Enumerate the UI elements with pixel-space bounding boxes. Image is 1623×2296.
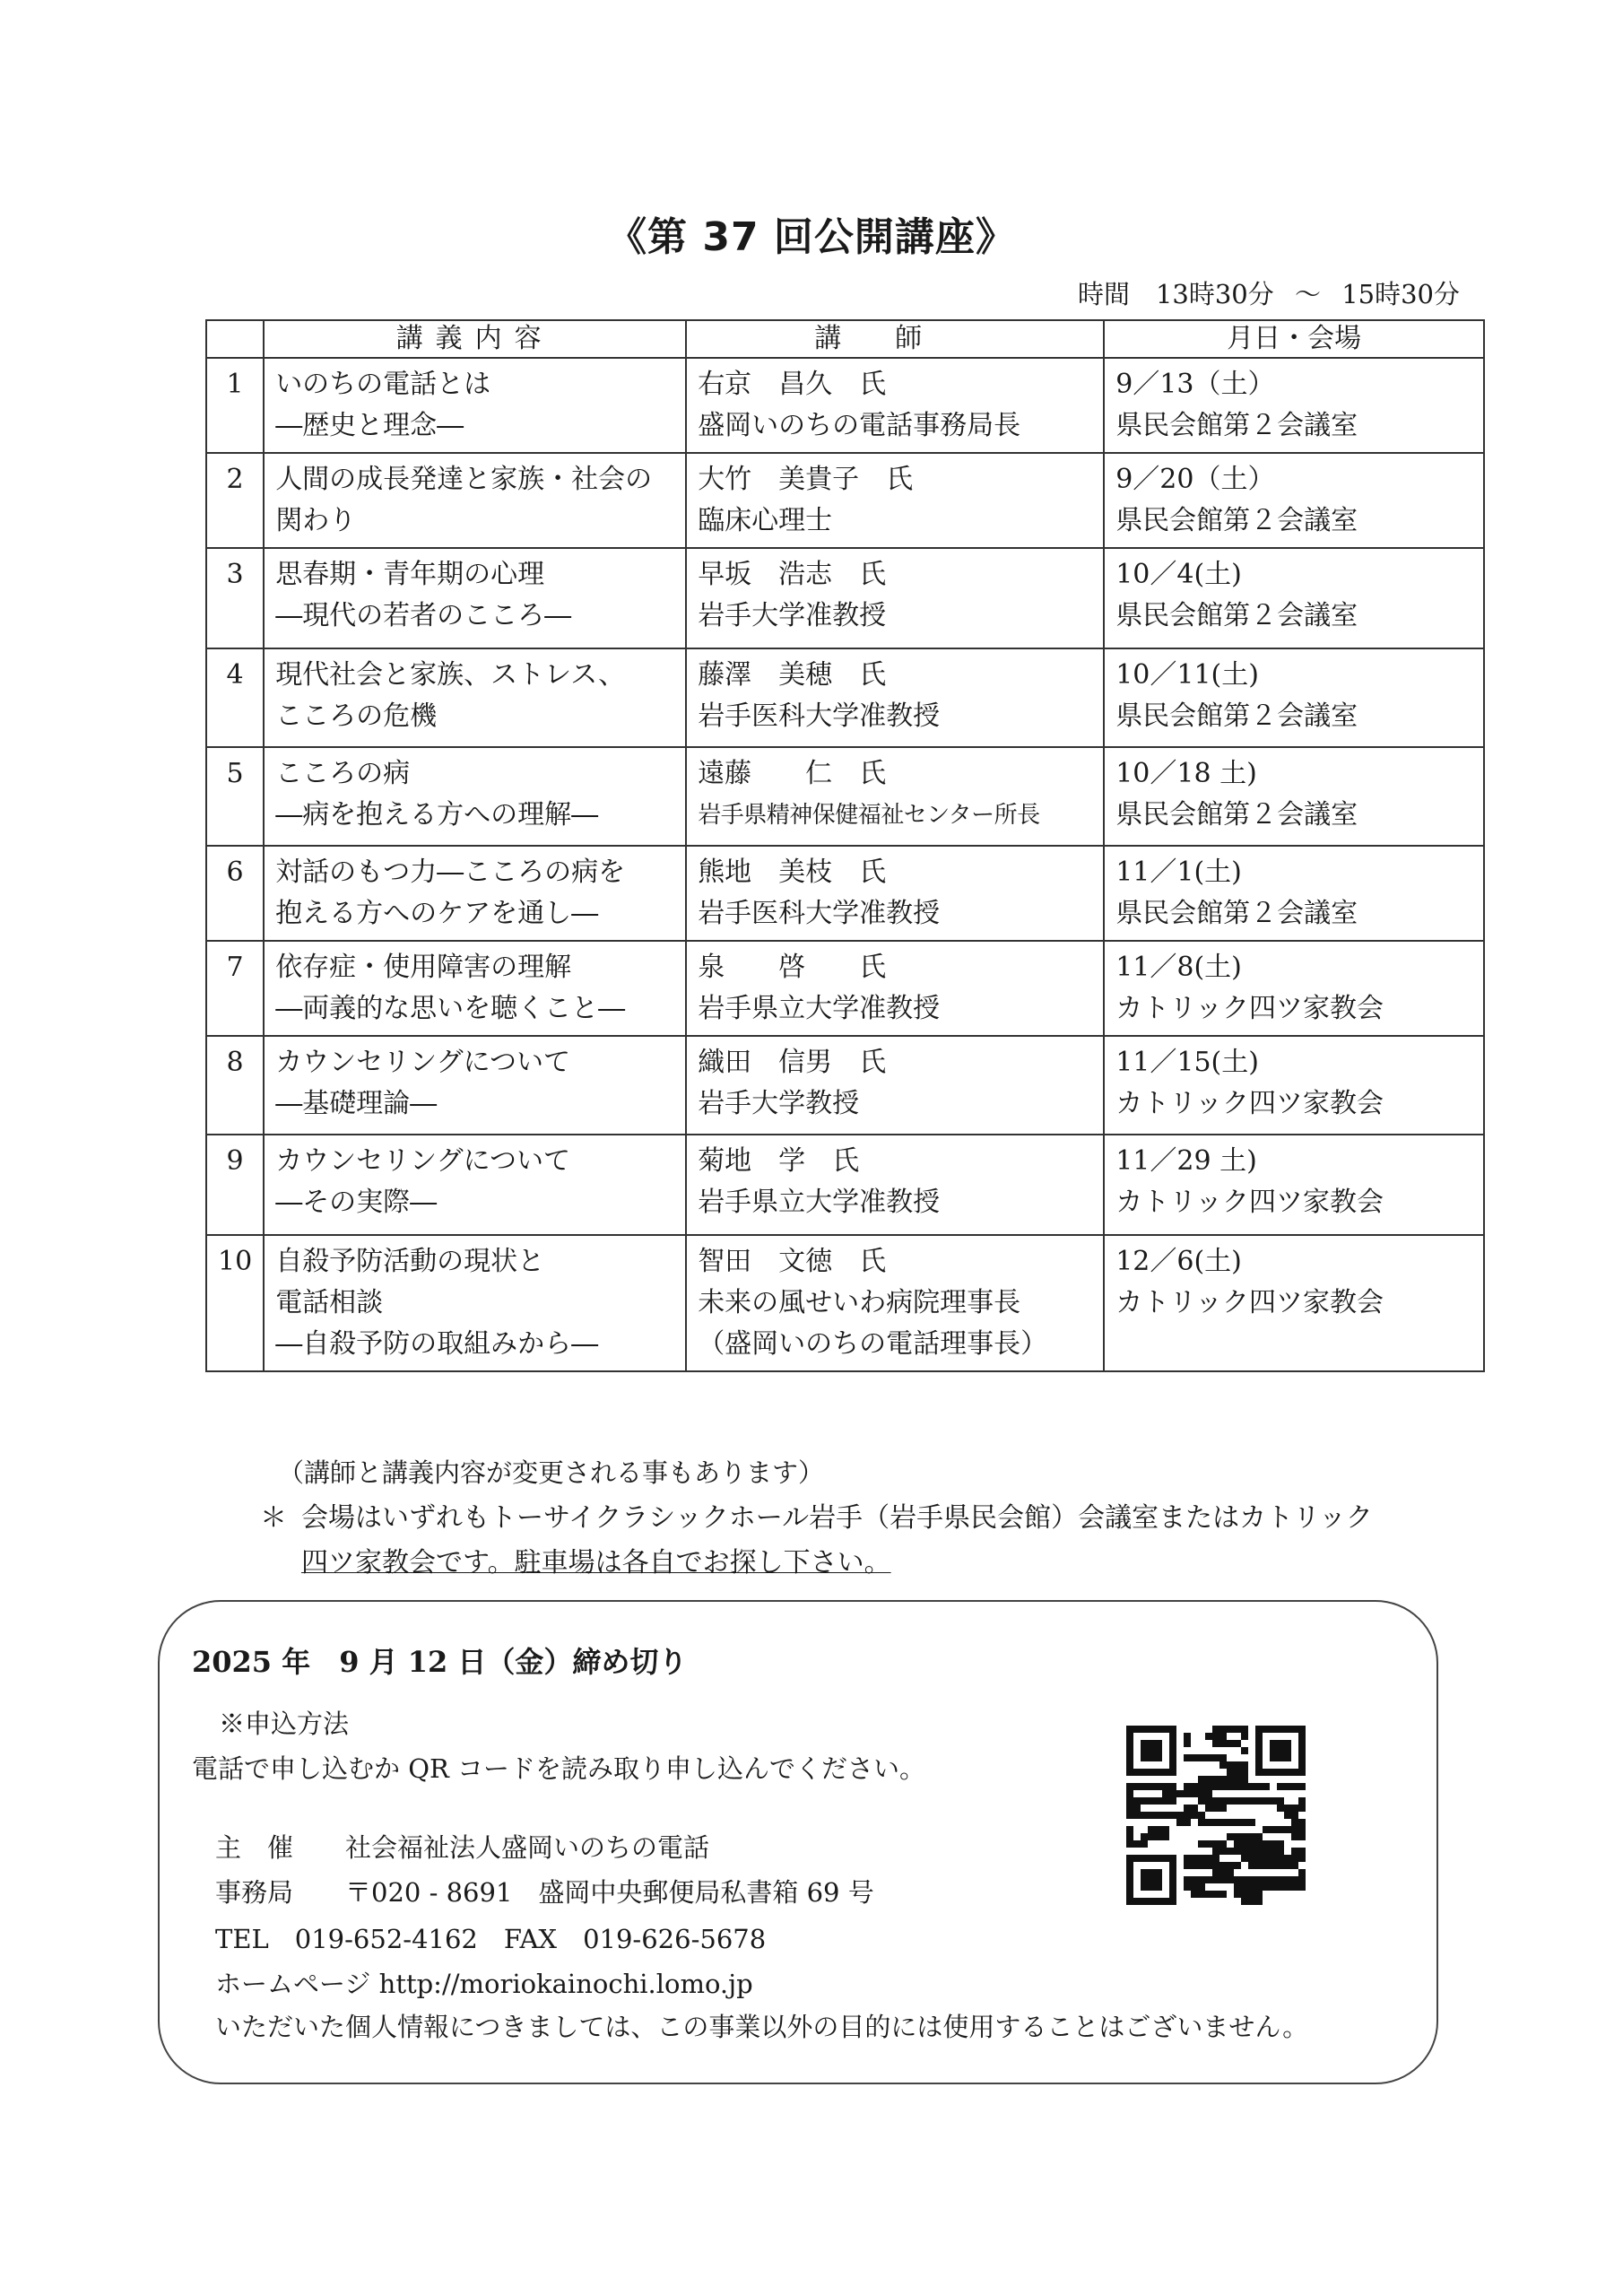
table-row [206, 1036, 1484, 1135]
lecturer-name: 大竹 美貴子 氏 [698, 464, 914, 495]
lecturer-name: 藤澤 美穂 氏 [698, 659, 887, 691]
organizer-office: 事務局 〒020 - 8691 盛岡中央郵便局私書箱 69 号 [215, 1877, 874, 1908]
lecture-content-line: ―現代の若者のこころ― [275, 600, 572, 631]
lecture-content [264, 1036, 686, 1135]
organizer-host: 主 催 社会福祉法人盛岡いのちの電話 [215, 1832, 710, 1863]
lecturer-cell [686, 548, 1104, 648]
lecturer-cell [686, 648, 1104, 747]
lecture-content-line: 人間の成長発達と家族・社会の [275, 464, 653, 495]
lecture-content-line: 抱える方へのケアを通し― [275, 898, 599, 929]
lecture-content-line: カウンセリングについて [275, 1145, 570, 1177]
lecturer-cell [686, 1036, 1104, 1135]
lecture-content-line: 依存症・使用障害の理解 [275, 952, 572, 983]
venue-note [260, 1496, 1515, 1586]
lecture-date: 10／18 土) [1115, 758, 1257, 789]
lecture-venue: カトリック四ツ家教会 [1115, 1287, 1384, 1318]
lecturer-cell [686, 941, 1104, 1036]
organizer-homepage[interactable]: ホームページ http://moriokainochi.lomo.jp [215, 1969, 753, 1999]
venue-note-line2: 四ツ家教会です。駐車場は各自でお探し下さい。 [301, 1547, 891, 1578]
lecture-number: 2 [206, 453, 264, 548]
venue-note-line1: 会場はいずれもトーサイクラシックホール岩手（岩手県民会館）会議室またはカトリック [301, 1502, 1373, 1534]
header-date-venue: 月日・会場 [1104, 320, 1484, 358]
lecture-schedule-table [205, 319, 1485, 1372]
lecture-date: 11／29 土) [1115, 1145, 1257, 1177]
lecture-content [264, 846, 686, 941]
date-venue-cell [1104, 358, 1484, 453]
lecturer-cell [686, 453, 1104, 548]
lecture-venue: 県民会館第２会議室 [1115, 898, 1358, 929]
lecture-date: 12／6(土) [1115, 1246, 1242, 1277]
lecture-content-line: ―自殺予防の取組みから― [275, 1328, 599, 1360]
lecturer-cell [686, 1135, 1104, 1235]
lecturer-cell [686, 1235, 1104, 1371]
table-row [206, 941, 1484, 1036]
lecture-date: 11／15(土) [1115, 1047, 1259, 1078]
lecture-content [264, 1135, 686, 1235]
lecture-number: 6 [206, 846, 264, 941]
lecturer-name: 織田 信男 氏 [698, 1047, 887, 1078]
header-lecturer: 講師 [686, 320, 1104, 358]
date-venue-cell [1104, 548, 1484, 648]
lecture-number: 5 [206, 747, 264, 846]
lecture-venue: 県民会館第２会議室 [1115, 410, 1358, 441]
table-row [206, 648, 1484, 747]
lecturer-affiliation: 臨床心理士 [698, 505, 833, 536]
lecturer-affiliation: 盛岡いのちの電話事務局長 [698, 410, 1021, 441]
date-venue-cell [1104, 747, 1484, 846]
lecturer-affiliation: 岩手県立大学准教授 [698, 1187, 941, 1218]
lecture-content-line: 関わり [275, 505, 357, 536]
date-venue-cell [1104, 648, 1484, 747]
lecturer-cell [686, 747, 1104, 846]
asterisk-mark: ＊ [260, 1502, 287, 1534]
table-row [206, 548, 1484, 648]
table-header-row [206, 320, 1484, 358]
lecture-content [264, 941, 686, 1036]
lecture-content-line: ―歴史と理念― [275, 410, 464, 441]
table-row [206, 453, 1484, 548]
lecture-venue: 県民会館第２会議室 [1115, 799, 1358, 831]
lecture-content-line: いのちの電話とは [275, 369, 491, 400]
apply-method-title: ※申込方法 [219, 1709, 350, 1739]
lecture-number: 9 [206, 1135, 264, 1235]
lecture-venue: カトリック四ツ家教会 [1115, 1088, 1384, 1119]
qr-code-icon[interactable] [1126, 1726, 1306, 1905]
lecturer-name: 右京 昌久 氏 [698, 369, 887, 400]
table-row [206, 1135, 1484, 1235]
lecture-date: 9／13（土） [1115, 369, 1275, 400]
lecturer-name: 泉 啓 氏 [698, 952, 887, 983]
lecturer-affiliation: 岩手医科大学准教授 [698, 700, 941, 732]
lecture-content-line: 電話相談 [275, 1287, 384, 1318]
lecture-content-line: ―両義的な思いを聴くこと― [275, 993, 626, 1024]
lecture-number: 3 [206, 548, 264, 648]
time-info: 時間 13時30分 ～ 15時30分 [1077, 279, 1460, 309]
date-venue-cell [1104, 453, 1484, 548]
lecture-date: 10／11(土) [1115, 659, 1259, 691]
lecturer-name: 早坂 浩志 氏 [698, 559, 887, 590]
lecture-content [264, 648, 686, 747]
privacy-statement: いただいた個人情報につきましては、この事業以外の目的には使用することはございません。 [215, 2012, 1309, 2042]
table-row [206, 846, 1484, 941]
lecturer-affiliation: 岩手大学教授 [698, 1088, 860, 1119]
lecture-content [264, 453, 686, 548]
lecture-content-line: ―基礎理論― [275, 1088, 438, 1119]
lecturer-name: 遠藤 仁 氏 [698, 758, 887, 789]
organizer-phone-fax: TEL 019-652-4162 FAX 019-626-5678 [215, 1924, 767, 1954]
lecture-venue: カトリック四ツ家教会 [1115, 993, 1384, 1024]
date-venue-cell [1104, 1036, 1484, 1135]
date-venue-cell [1104, 846, 1484, 941]
change-note: （講師と講義内容が変更される事もあります） [278, 1457, 825, 1488]
lecturer-name: 智田 文徳 氏 [698, 1246, 887, 1277]
lecture-venue: 県民会館第２会議室 [1115, 600, 1358, 631]
lecture-venue: 県民会館第２会議室 [1115, 505, 1358, 536]
header-number [206, 320, 264, 358]
lecture-content [264, 747, 686, 846]
table-row [206, 1235, 1484, 1371]
lecture-content-line: 対話のもつ力―こころの病を [275, 857, 626, 888]
header-content: 講義内容 [264, 320, 686, 358]
lecture-number: 8 [206, 1036, 264, 1135]
lecturer-affiliation: 岩手医科大学准教授 [698, 898, 941, 929]
lecture-content [264, 358, 686, 453]
lecturer-affiliation: 岩手大学准教授 [698, 600, 887, 631]
lecturer-name: 菊地 学 氏 [698, 1145, 860, 1177]
lecture-content-line: 現代社会と家族、ストレス、 [275, 659, 626, 691]
lecture-number: 1 [206, 358, 264, 453]
lecture-content-line: 思春期・青年期の心理 [275, 559, 545, 590]
lecture-content-line: ―病を抱える方への理解― [275, 799, 599, 831]
lecture-number: 7 [206, 941, 264, 1036]
page-title: 《第 37 回公開講座》 [607, 214, 1016, 260]
lecture-venue: 県民会館第２会議室 [1115, 700, 1358, 732]
lecture-date: 11／1(土) [1115, 857, 1242, 888]
lecture-content-line: こころの危機 [275, 700, 438, 732]
lecture-date: 9／20（土） [1115, 464, 1275, 495]
deadline: 2025 年 9 月 12 日（金）締め切り [192, 1645, 688, 1679]
lecturer-cell [686, 358, 1104, 453]
lecturer-cell [686, 846, 1104, 941]
date-venue-cell [1104, 1135, 1484, 1235]
lecture-date: 10／4(土) [1115, 559, 1242, 590]
lecture-number: 10 [206, 1235, 264, 1371]
lecture-venue: カトリック四ツ家教会 [1115, 1187, 1384, 1218]
lecture-content-line: カウンセリングについて [275, 1047, 570, 1078]
lecture-number: 4 [206, 648, 264, 747]
date-venue-cell [1104, 941, 1484, 1036]
lecture-content-line: こころの病 [275, 758, 411, 789]
lecturer-affiliation-2: （盛岡いのちの電話理事長） [698, 1328, 1048, 1360]
table-row [206, 747, 1484, 846]
lecture-content [264, 548, 686, 648]
lecture-content-line: ―その実際― [275, 1187, 438, 1218]
lecturer-affiliation: 未来の風せいわ病院理事長 [698, 1287, 1021, 1318]
lecture-content-line: 自殺予防活動の現状と [275, 1246, 545, 1277]
lecturer-affiliation: 岩手県精神保健福祉センター所長 [698, 802, 1040, 829]
apply-method-body: 電話で申し込むか QR コードを読み取り申し込んでください。 [192, 1753, 926, 1784]
date-venue-cell [1104, 1235, 1484, 1371]
lecturer-affiliation: 岩手県立大学准教授 [698, 993, 941, 1024]
table-row [206, 358, 1484, 453]
lecture-date: 11／8(土) [1115, 952, 1242, 983]
lecturer-name: 熊地 美枝 氏 [698, 857, 887, 888]
lecture-content [264, 1235, 686, 1371]
